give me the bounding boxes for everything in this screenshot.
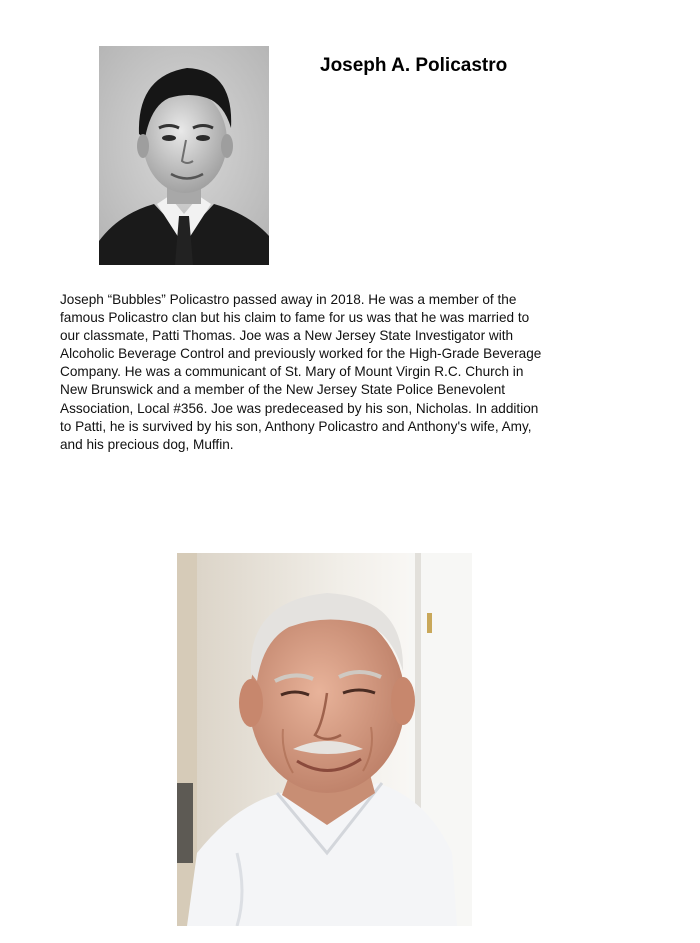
recent-portrait-photo <box>177 553 472 926</box>
page-title: Joseph A. Policastro <box>320 55 508 76</box>
biography-text: Joseph “Bubbles” Policastro passed away in 2018. He was a member of the famous Policastro clan but his claim to fame for us was that he was married to our classmate, Patti Thomas. Joe was a New Jersey State Investigator with Alcoholic Beverage Control and previously worked for the High-Grade Beverage Company. He was a communicant of St. Mary of Mount Virgin R.C. Church in New Brunswick and a member of the New Jersey State Police Benevolent Association, Local #356. Joe was predeceased by his son, Nicholas. In addition to Patti, he is survived by his son, Anthony Policastro and Anthony's wife, Amy, and his precious dog, Muffin. <box>60 292 542 452</box>
yearbook-portrait-photo <box>99 46 269 265</box>
